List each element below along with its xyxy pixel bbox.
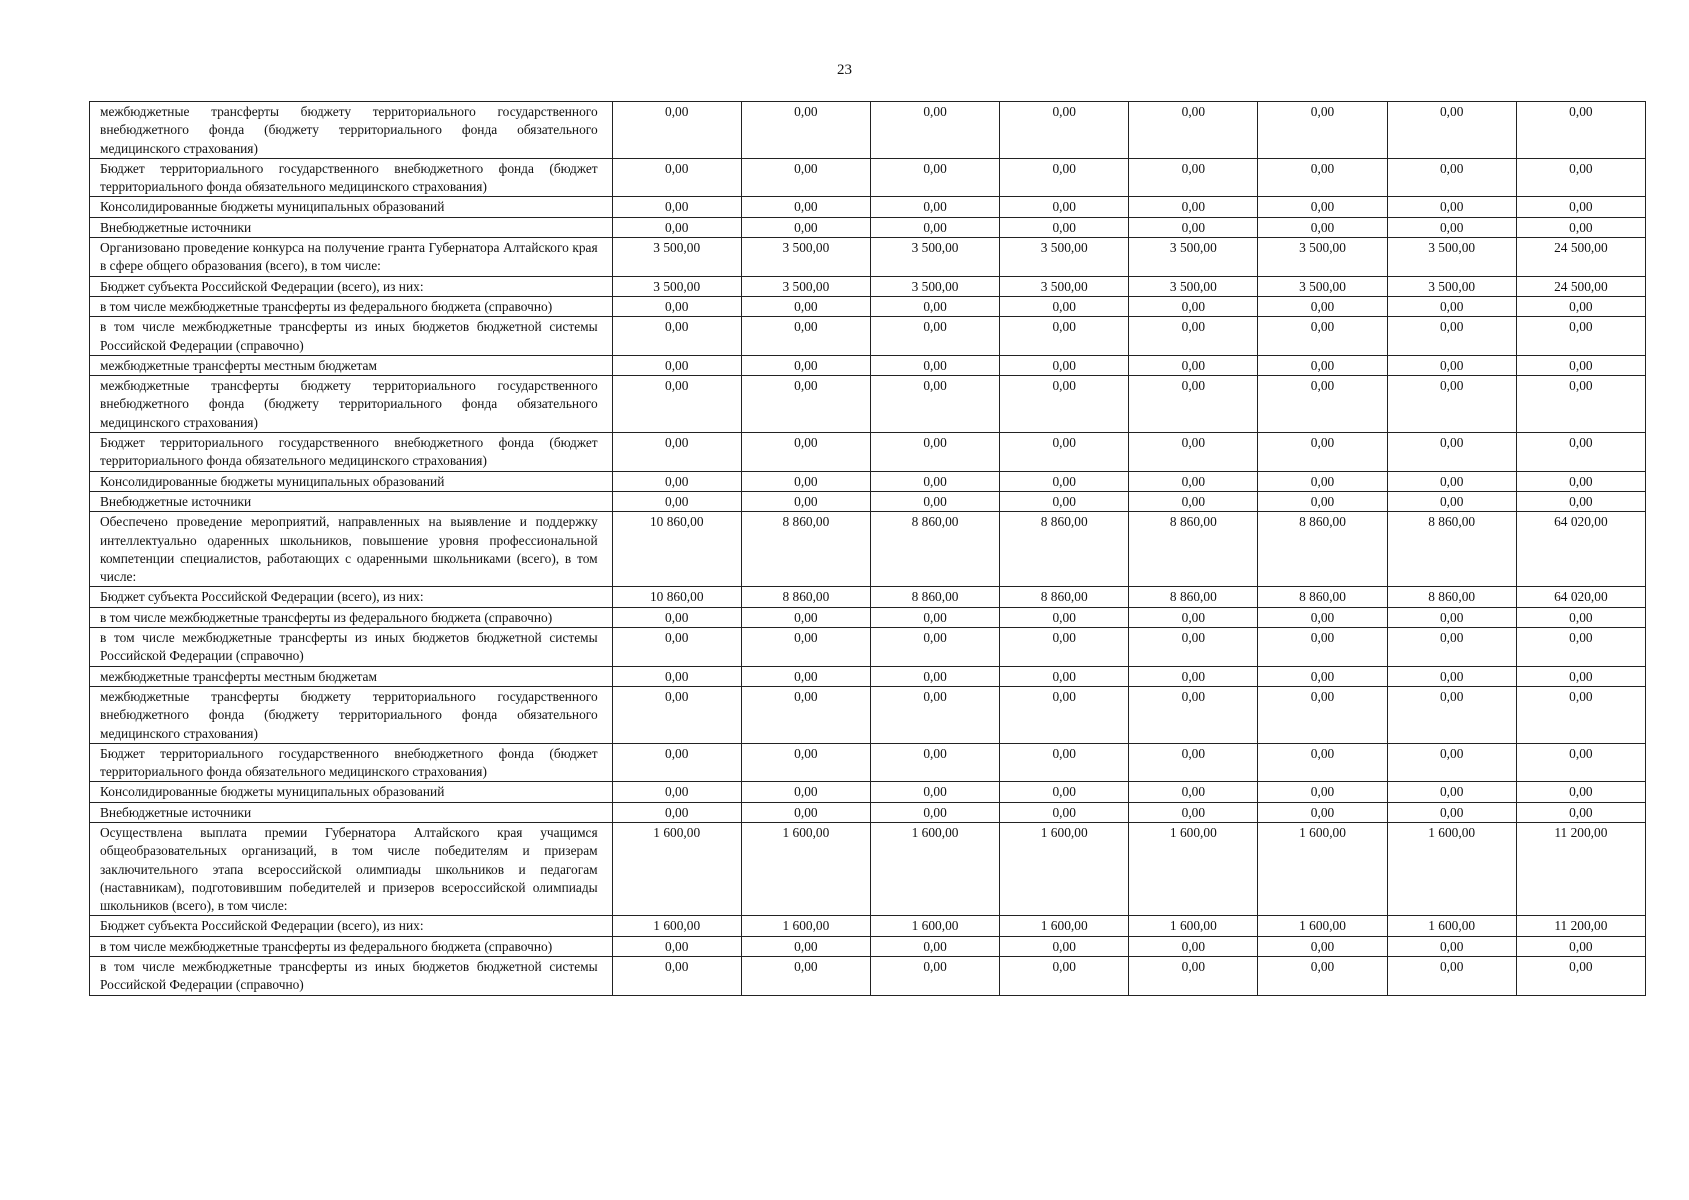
row-year-value: 3 500,00 [870, 238, 999, 277]
row-year-value: 0,00 [612, 936, 741, 956]
table-row [90, 433, 1646, 472]
row-label: Бюджет субъекта Российской Федерации (всего), из них: [90, 916, 613, 936]
row-year-value: 0,00 [870, 491, 999, 511]
row-year-value: 0,00 [612, 433, 741, 472]
row-year-value: 0,00 [870, 782, 999, 802]
row-year-value: 8 860,00 [1387, 512, 1516, 587]
row-year-value: 0,00 [1387, 197, 1516, 217]
row-total-value: 0,00 [1516, 666, 1645, 686]
row-year-value: 1 600,00 [741, 916, 870, 936]
row-year-value: 10 860,00 [612, 587, 741, 607]
row-year-value: 1 600,00 [1129, 916, 1258, 936]
table-row [90, 802, 1646, 822]
row-year-value: 0,00 [1258, 491, 1387, 511]
row-year-value: 8 860,00 [1000, 587, 1129, 607]
row-label: Бюджет территориального государственного внебюджетного фонда (бюджет территориального фонда обязательного медицинского страхования) [90, 158, 613, 197]
row-year-value: 0,00 [870, 686, 999, 743]
row-label: Консолидированные бюджеты муниципальных образований [90, 197, 613, 217]
row-year-value: 3 500,00 [612, 276, 741, 296]
row-label: Бюджет территориального государственного внебюджетного фонда (бюджет территориального фонда обязательного медицинского страхования) [90, 433, 613, 472]
row-total-value: 11 200,00 [1516, 916, 1645, 936]
row-year-value: 0,00 [1258, 957, 1387, 996]
row-year-value: 0,00 [1387, 802, 1516, 822]
row-year-value: 0,00 [612, 666, 741, 686]
row-year-value: 0,00 [1387, 743, 1516, 782]
row-year-value: 1 600,00 [741, 822, 870, 915]
row-total-value: 0,00 [1516, 317, 1645, 356]
row-year-value: 0,00 [1387, 296, 1516, 316]
table-row [90, 376, 1646, 433]
row-year-value: 0,00 [870, 666, 999, 686]
row-label: межбюджетные трансферты бюджету территориального государственного внебюджетного фонда (бюджету территориального фонда обязательного медицинского страхования) [90, 102, 613, 159]
row-year-value: 3 500,00 [1387, 276, 1516, 296]
row-label: Консолидированные бюджеты муниципальных образований [90, 782, 613, 802]
row-year-value: 0,00 [1000, 957, 1129, 996]
row-label: Внебюджетные источники [90, 491, 613, 511]
row-year-value: 0,00 [870, 376, 999, 433]
row-year-value: 0,00 [741, 957, 870, 996]
row-year-value: 0,00 [1129, 936, 1258, 956]
row-total-value: 0,00 [1516, 628, 1645, 667]
table-row [90, 296, 1646, 316]
row-year-value: 0,00 [1258, 433, 1387, 472]
row-year-value: 0,00 [1258, 628, 1387, 667]
row-year-value: 0,00 [1000, 102, 1129, 159]
row-year-value: 8 860,00 [741, 587, 870, 607]
table-row [90, 102, 1646, 159]
row-year-value: 0,00 [612, 197, 741, 217]
row-year-value: 0,00 [870, 355, 999, 375]
row-year-value: 0,00 [741, 471, 870, 491]
page-number: 23 [837, 62, 852, 78]
row-year-value: 0,00 [870, 197, 999, 217]
row-total-value: 64 020,00 [1516, 512, 1645, 587]
row-year-value: 0,00 [612, 628, 741, 667]
row-year-value: 0,00 [1000, 628, 1129, 667]
row-year-value: 0,00 [1387, 491, 1516, 511]
row-year-value: 1 600,00 [612, 916, 741, 936]
row-label: в том числе межбюджетные трансферты из иных бюджетов бюджетной системы Российской Федерации (справочно) [90, 628, 613, 667]
row-year-value: 0,00 [612, 376, 741, 433]
row-year-value: 0,00 [1258, 802, 1387, 822]
row-label: межбюджетные трансферты бюджету территориального государственного внебюджетного фонда (бюджету территориального фонда обязательного медицинского страхования) [90, 376, 613, 433]
row-year-value: 3 500,00 [1000, 276, 1129, 296]
row-total-value: 24 500,00 [1516, 276, 1645, 296]
row-year-value: 0,00 [1387, 217, 1516, 237]
row-year-value: 0,00 [1387, 936, 1516, 956]
row-year-value: 0,00 [1258, 743, 1387, 782]
row-year-value: 0,00 [612, 743, 741, 782]
row-label: Организовано проведение конкурса на получение гранта Губернатора Алтайского края в сфере общего образования (всего), в том числе: [90, 238, 613, 277]
row-year-value: 0,00 [870, 802, 999, 822]
row-year-value: 0,00 [1129, 355, 1258, 375]
row-year-value: 0,00 [612, 802, 741, 822]
row-total-value: 0,00 [1516, 296, 1645, 316]
row-year-value: 0,00 [1000, 782, 1129, 802]
row-year-value: 0,00 [870, 936, 999, 956]
row-total-value: 0,00 [1516, 686, 1645, 743]
row-year-value: 0,00 [612, 217, 741, 237]
row-year-value: 0,00 [1258, 355, 1387, 375]
row-year-value: 0,00 [1000, 936, 1129, 956]
row-year-value: 0,00 [741, 743, 870, 782]
row-label: Осуществлена выплата премии Губернатора Алтайского края учащимся общеобразовательных организаций, в том числе победителям и призерам заключительного этапа всероссийской олимпиады школьников и педагогам (наставникам), подготовившим победителей и призеров всероссийской олимпиады школьников (всего), в том числе: [90, 822, 613, 915]
row-year-value: 0,00 [1129, 217, 1258, 237]
row-year-value: 0,00 [1000, 317, 1129, 356]
row-total-value: 11 200,00 [1516, 822, 1645, 915]
row-year-value: 0,00 [1129, 296, 1258, 316]
row-total-value: 0,00 [1516, 102, 1645, 159]
table-row [90, 238, 1646, 277]
row-year-value: 0,00 [1387, 666, 1516, 686]
row-year-value: 0,00 [1129, 376, 1258, 433]
row-year-value: 8 860,00 [870, 512, 999, 587]
row-year-value: 8 860,00 [1258, 512, 1387, 587]
table-row [90, 317, 1646, 356]
row-year-value: 0,00 [1129, 782, 1258, 802]
table-row [90, 491, 1646, 511]
row-year-value: 0,00 [870, 102, 999, 159]
row-year-value: 1 600,00 [1000, 916, 1129, 936]
row-year-value: 0,00 [1129, 743, 1258, 782]
row-total-value: 0,00 [1516, 957, 1645, 996]
row-year-value: 1 600,00 [870, 916, 999, 936]
table-row [90, 471, 1646, 491]
row-year-value: 0,00 [741, 296, 870, 316]
row-year-value: 0,00 [1258, 197, 1387, 217]
row-year-value: 0,00 [741, 666, 870, 686]
row-year-value: 0,00 [1000, 607, 1129, 627]
table-body [90, 102, 1646, 996]
row-label: в том числе межбюджетные трансферты из федерального бюджета (справочно) [90, 607, 613, 627]
row-year-value: 0,00 [741, 607, 870, 627]
row-year-value: 0,00 [1387, 607, 1516, 627]
row-year-value: 8 860,00 [1000, 512, 1129, 587]
row-year-value: 8 860,00 [870, 587, 999, 607]
table-row [90, 743, 1646, 782]
row-year-value: 0,00 [741, 628, 870, 667]
row-year-value: 3 500,00 [870, 276, 999, 296]
row-year-value: 0,00 [1258, 666, 1387, 686]
row-year-value: 0,00 [870, 158, 999, 197]
row-year-value: 0,00 [1000, 743, 1129, 782]
row-year-value: 8 860,00 [1129, 587, 1258, 607]
row-year-value: 0,00 [612, 957, 741, 996]
row-year-value: 0,00 [1000, 376, 1129, 433]
row-label: в том числе межбюджетные трансферты из иных бюджетов бюджетной системы Российской Федерации (справочно) [90, 317, 613, 356]
row-year-value: 0,00 [1000, 686, 1129, 743]
row-year-value: 1 600,00 [870, 822, 999, 915]
row-year-value: 0,00 [870, 433, 999, 472]
row-year-value: 0,00 [1129, 102, 1258, 159]
row-year-value: 0,00 [1387, 102, 1516, 159]
row-total-value: 0,00 [1516, 217, 1645, 237]
row-year-value: 0,00 [1258, 607, 1387, 627]
row-total-value: 0,00 [1516, 743, 1645, 782]
row-year-value: 8 860,00 [1129, 512, 1258, 587]
row-year-value: 8 860,00 [741, 512, 870, 587]
row-year-value: 0,00 [612, 471, 741, 491]
row-year-value: 0,00 [1129, 686, 1258, 743]
row-year-value: 0,00 [612, 355, 741, 375]
row-label: межбюджетные трансферты местным бюджетам [90, 355, 613, 375]
row-label: Обеспечено проведение мероприятий, направленных на выявление и поддержку интеллектуально одаренных школьников, повышение уровня профессиональной компетенции специалистов, работающих с одаренными школьниками (всего), в том числе: [90, 512, 613, 587]
row-year-value: 0,00 [612, 158, 741, 197]
row-year-value: 0,00 [612, 102, 741, 159]
table-row [90, 916, 1646, 936]
row-label: Внебюджетные источники [90, 802, 613, 822]
row-label: Консолидированные бюджеты муниципальных образований [90, 471, 613, 491]
row-label: Внебюджетные источники [90, 217, 613, 237]
row-year-value: 0,00 [741, 217, 870, 237]
row-year-value: 0,00 [741, 686, 870, 743]
row-year-value: 0,00 [870, 957, 999, 996]
row-year-value: 0,00 [1129, 666, 1258, 686]
row-label: в том числе межбюджетные трансферты из федерального бюджета (справочно) [90, 936, 613, 956]
row-year-value: 1 600,00 [1387, 916, 1516, 936]
row-total-value: 0,00 [1516, 471, 1645, 491]
row-year-value: 0,00 [1129, 607, 1258, 627]
table-row [90, 957, 1646, 996]
row-year-value: 0,00 [612, 686, 741, 743]
row-year-value: 3 500,00 [741, 238, 870, 277]
row-year-value: 0,00 [1258, 936, 1387, 956]
budget-table [89, 101, 1646, 996]
row-year-value: 1 600,00 [1258, 916, 1387, 936]
row-year-value: 1 600,00 [1387, 822, 1516, 915]
row-year-value: 0,00 [870, 296, 999, 316]
row-year-value: 3 500,00 [612, 238, 741, 277]
row-year-value: 0,00 [612, 782, 741, 802]
row-year-value: 0,00 [741, 317, 870, 356]
row-year-value: 0,00 [1000, 666, 1129, 686]
row-year-value: 0,00 [1258, 102, 1387, 159]
row-year-value: 0,00 [1000, 802, 1129, 822]
table-row [90, 276, 1646, 296]
row-year-value: 0,00 [1387, 471, 1516, 491]
row-year-value: 1 600,00 [1000, 822, 1129, 915]
table-row [90, 666, 1646, 686]
row-total-value: 0,00 [1516, 197, 1645, 217]
table-row [90, 628, 1646, 667]
row-total-value: 0,00 [1516, 936, 1645, 956]
table-row [90, 512, 1646, 587]
row-year-value: 0,00 [1258, 376, 1387, 433]
row-year-value: 0,00 [1000, 217, 1129, 237]
row-year-value: 0,00 [1129, 471, 1258, 491]
row-label: межбюджетные трансферты местным бюджетам [90, 666, 613, 686]
row-year-value: 0,00 [1387, 158, 1516, 197]
row-year-value: 0,00 [1129, 802, 1258, 822]
row-year-value: 0,00 [741, 782, 870, 802]
row-year-value: 0,00 [1000, 197, 1129, 217]
table-row [90, 782, 1646, 802]
row-year-value: 0,00 [612, 491, 741, 511]
row-total-value: 24 500,00 [1516, 238, 1645, 277]
row-year-value: 0,00 [1258, 296, 1387, 316]
row-year-value: 0,00 [1258, 217, 1387, 237]
table-row [90, 686, 1646, 743]
row-year-value: 0,00 [870, 317, 999, 356]
row-year-value: 0,00 [741, 936, 870, 956]
row-year-value: 0,00 [1387, 628, 1516, 667]
table-row [90, 217, 1646, 237]
row-year-value: 8 860,00 [1258, 587, 1387, 607]
table-row [90, 587, 1646, 607]
row-year-value: 10 860,00 [612, 512, 741, 587]
table-row [90, 822, 1646, 915]
row-year-value: 0,00 [1258, 158, 1387, 197]
row-year-value: 3 500,00 [741, 276, 870, 296]
row-year-value: 0,00 [1000, 471, 1129, 491]
row-year-value: 0,00 [741, 197, 870, 217]
row-total-value: 0,00 [1516, 355, 1645, 375]
row-year-value: 0,00 [1258, 782, 1387, 802]
table-row [90, 197, 1646, 217]
row-year-value: 0,00 [1258, 471, 1387, 491]
row-year-value: 0,00 [1129, 957, 1258, 996]
row-year-value: 0,00 [1387, 376, 1516, 433]
row-label: межбюджетные трансферты бюджету территориального государственного внебюджетного фонда (бюджету территориального фонда обязательного медицинского страхования) [90, 686, 613, 743]
row-year-value: 1 600,00 [1129, 822, 1258, 915]
table-row [90, 158, 1646, 197]
row-year-value: 0,00 [1258, 317, 1387, 356]
row-year-value: 0,00 [612, 317, 741, 356]
row-year-value: 0,00 [870, 628, 999, 667]
row-total-value: 0,00 [1516, 158, 1645, 197]
row-year-value: 0,00 [870, 607, 999, 627]
row-total-value: 64 020,00 [1516, 587, 1645, 607]
row-year-value: 0,00 [741, 491, 870, 511]
row-year-value: 0,00 [1000, 158, 1129, 197]
row-year-value: 3 500,00 [1258, 276, 1387, 296]
table-row [90, 355, 1646, 375]
row-label: Бюджет территориального государственного внебюджетного фонда (бюджет территориального фонда обязательного медицинского страхования) [90, 743, 613, 782]
row-year-value: 3 500,00 [1129, 276, 1258, 296]
row-year-value: 0,00 [741, 376, 870, 433]
row-label: в том числе межбюджетные трансферты из иных бюджетов бюджетной системы Российской Федерации (справочно) [90, 957, 613, 996]
row-year-value: 0,00 [1258, 686, 1387, 743]
row-year-value: 0,00 [1387, 355, 1516, 375]
row-year-value: 0,00 [1129, 197, 1258, 217]
row-year-value: 0,00 [1387, 782, 1516, 802]
row-year-value: 0,00 [1000, 433, 1129, 472]
row-year-value: 0,00 [1387, 433, 1516, 472]
row-year-value: 8 860,00 [1387, 587, 1516, 607]
row-year-value: 1 600,00 [612, 822, 741, 915]
row-year-value: 1 600,00 [1258, 822, 1387, 915]
row-year-value: 0,00 [741, 158, 870, 197]
row-total-value: 0,00 [1516, 433, 1645, 472]
row-year-value: 0,00 [1000, 296, 1129, 316]
row-year-value: 0,00 [741, 433, 870, 472]
row-label: в том числе межбюджетные трансферты из федерального бюджета (справочно) [90, 296, 613, 316]
row-year-value: 0,00 [741, 802, 870, 822]
row-label: Бюджет субъекта Российской Федерации (всего), из них: [90, 276, 613, 296]
table-row [90, 936, 1646, 956]
row-year-value: 0,00 [1129, 433, 1258, 472]
row-year-value: 0,00 [870, 743, 999, 782]
row-year-value: 3 500,00 [1387, 238, 1516, 277]
row-total-value: 0,00 [1516, 802, 1645, 822]
row-total-value: 0,00 [1516, 491, 1645, 511]
row-year-value: 0,00 [741, 355, 870, 375]
row-year-value: 3 500,00 [1129, 238, 1258, 277]
table-row [90, 607, 1646, 627]
row-year-value: 0,00 [612, 296, 741, 316]
row-year-value: 0,00 [870, 471, 999, 491]
row-label: Бюджет субъекта Российской Федерации (всего), из них: [90, 587, 613, 607]
row-year-value: 0,00 [1000, 491, 1129, 511]
row-year-value: 3 500,00 [1000, 238, 1129, 277]
row-year-value: 0,00 [1000, 355, 1129, 375]
row-year-value: 0,00 [1129, 491, 1258, 511]
row-year-value: 0,00 [1387, 957, 1516, 996]
row-year-value: 0,00 [1129, 628, 1258, 667]
row-year-value: 0,00 [741, 102, 870, 159]
row-total-value: 0,00 [1516, 782, 1645, 802]
row-year-value: 3 500,00 [1258, 238, 1387, 277]
row-year-value: 0,00 [1387, 686, 1516, 743]
row-year-value: 0,00 [1387, 317, 1516, 356]
row-year-value: 0,00 [870, 217, 999, 237]
row-total-value: 0,00 [1516, 607, 1645, 627]
row-year-value: 0,00 [1129, 158, 1258, 197]
row-year-value: 0,00 [612, 607, 741, 627]
row-year-value: 0,00 [1129, 317, 1258, 356]
row-total-value: 0,00 [1516, 376, 1645, 433]
